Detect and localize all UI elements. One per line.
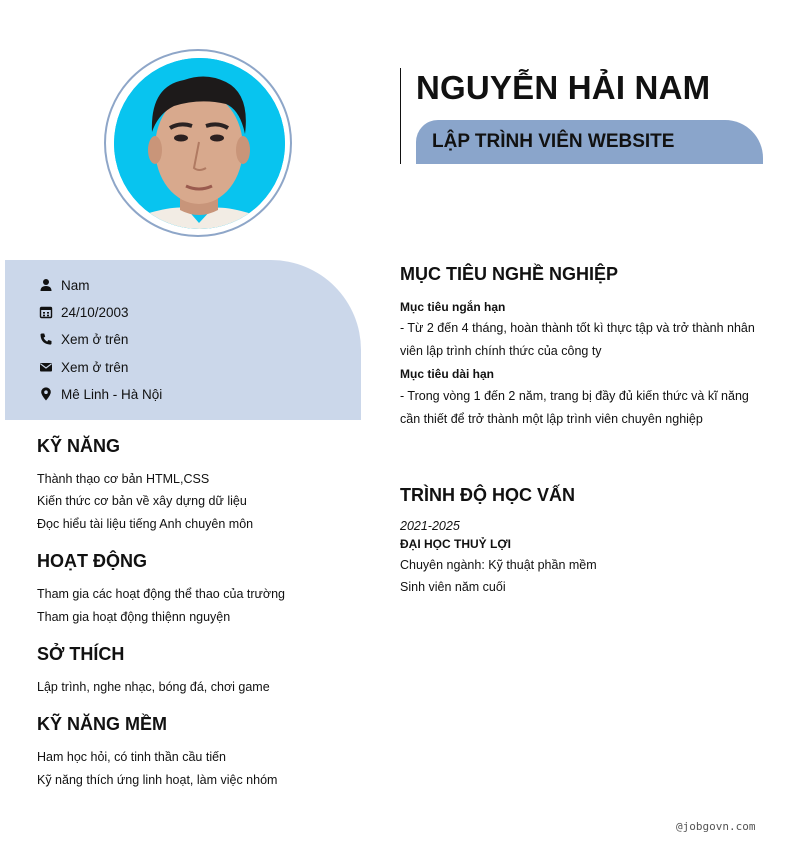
soft-skills-item: Kỹ năng thích ứng linh hoạt, làm việc nhóm bbox=[37, 773, 278, 787]
objective-long-text: - Trong vòng 1 đến 2 năm, trang bị đầy đủ kiến thức và kĩ năng cần thiết để trở thành một lập trình viên chuyên nghiệp bbox=[400, 389, 749, 426]
objective-short-label: Mục tiêu ngắn hạn bbox=[400, 300, 506, 314]
objective-short-text: - Từ 2 đến 4 tháng, hoàn thành tốt kì thực tập và trở thành nhân viên lập trình chính thức của công ty bbox=[400, 321, 755, 358]
objective-long-label: Mục tiêu dài hạn bbox=[400, 367, 495, 381]
objective-title: MỤC TIÊU NGHỀ NGHIỆP bbox=[400, 264, 619, 284]
education-title: TRÌNH ĐỘ HỌC VẤN bbox=[400, 485, 575, 505]
candidate-name: NGUYỄN HẢI NAM bbox=[416, 69, 711, 106]
mail-icon bbox=[39, 360, 53, 374]
contact-phone bbox=[39, 329, 128, 349]
activities-item: Tham gia hoạt động thiệnn nguyện bbox=[37, 610, 231, 624]
avatar bbox=[114, 58, 285, 229]
education-major: Chuyên ngành: Kỹ thuật phần mềm bbox=[400, 558, 597, 572]
education-period: 2021-2025 bbox=[400, 519, 460, 533]
contact-birthday bbox=[39, 302, 129, 322]
education-school: ĐẠI HỌC THUỶ LỢI bbox=[400, 537, 511, 551]
person-icon bbox=[39, 278, 53, 292]
contact-email-text: Xem ở trên bbox=[61, 359, 129, 375]
hobbies-item: Lập trình, nghe nhạc, bóng đá, chơi game bbox=[37, 680, 270, 694]
soft-skills-item: Ham học hỏi, có tinh thần cầu tiến bbox=[37, 750, 227, 764]
skills-item: Thành thạo cơ bản HTML,CSS bbox=[37, 472, 210, 486]
watermark: @jobgovn.com bbox=[676, 820, 756, 833]
contact-address-text: Mê Linh - Hà Nội bbox=[61, 386, 163, 402]
skills-item: Kiến thức cơ bản về xây dựng dữ liệu bbox=[37, 494, 247, 508]
contact-birthday-text: 24/10/2003 bbox=[61, 304, 129, 320]
activities-title: HOẠT ĐỘNG bbox=[37, 551, 147, 571]
hobbies-title: SỞ THÍCH bbox=[37, 644, 125, 664]
contact-gender-text: Nam bbox=[61, 277, 90, 293]
candidate-role: LẬP TRÌNH VIÊN WEBSITE bbox=[432, 131, 675, 152]
activities-item: Tham gia các hoạt động thể thao của trường bbox=[37, 587, 285, 601]
contact-email bbox=[39, 357, 128, 377]
calendar-icon bbox=[39, 305, 53, 319]
contact-gender bbox=[39, 275, 90, 295]
header-divider bbox=[400, 68, 401, 164]
contact-phone-text: Xem ở trên bbox=[61, 331, 129, 347]
soft-skills-title: KỸ NĂNG MỀM bbox=[37, 714, 167, 734]
skills-item: Đọc hiểu tài liệu tiếng Anh chuyên môn bbox=[37, 517, 254, 531]
skills-title: KỸ NĂNG bbox=[37, 436, 121, 456]
location-icon bbox=[39, 387, 53, 401]
avatar-portrait-icon bbox=[114, 58, 285, 229]
contact-address bbox=[39, 384, 162, 404]
phone-icon bbox=[39, 332, 53, 346]
education-status: Sinh viên năm cuối bbox=[400, 580, 506, 594]
